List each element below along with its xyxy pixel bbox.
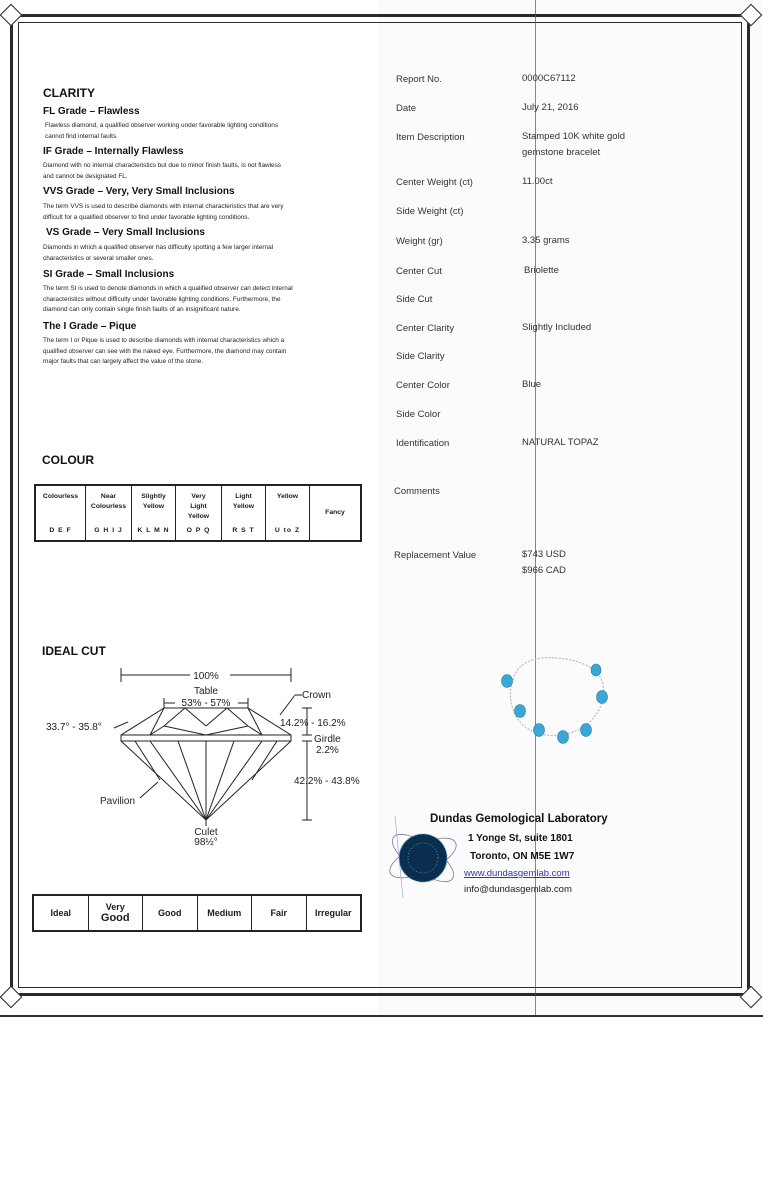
lab-address-line-2: Toronto, ON M5E 1W7 (470, 851, 575, 862)
report-label-center-cut: Center Cut (396, 266, 442, 277)
grade-heading-vs: VS Grade – Very Small Inclusions (46, 227, 205, 238)
grade-text-vvs: The term VVS is used to describe diamonds with internal characteristics that are very difficult for a qualified observer to find under favorable lighting conditions. (43, 203, 284, 221)
report-label-identification: Identification (396, 438, 450, 449)
cut-grade-irregular: Irregular (314, 907, 352, 918)
grade-text-fl: Flawless diamond, a qualified observer working under favorable lighting conditions cannot find internal faults. (45, 122, 279, 140)
report-label-weight: Weight (gr) (396, 236, 443, 247)
grade-heading-vvs: VVS Grade – Very, Very Small Inclusions (43, 186, 235, 197)
report-label-side-weight: Side Weight (ct) (396, 206, 464, 217)
cut-grade-ideal: Ideal (34, 896, 89, 930)
lab-address-line-1: 1 Yonge St, suite 1801 (468, 833, 573, 844)
cut-label-crown: Crown (302, 690, 331, 701)
cut-label-pavilion-pct: 42.2% - 43.8% (294, 776, 360, 787)
bracelet-photo (495, 650, 615, 745)
colour-cell-very-light-yellow: Very Light Yellow O P Q (176, 486, 222, 540)
colour-cell-yellow: Yellow U to Z (266, 486, 310, 540)
topaz-briolettes (502, 664, 608, 744)
grade-text-si: The term SI is used to denote diamonds in which a qualified observer can detect internal characteristics without difficulty under favorable lighting conditions. Furthermore, the diamond can only contain single finish faults of an insignificant nature. (43, 285, 293, 313)
cut-label-angle: 33.7° - 35.8° (46, 722, 102, 733)
cut-label-culet-pct: 98½° (194, 837, 218, 848)
cut-label-pavilion: Pavilion (100, 796, 136, 807)
lab-seal-logo (383, 812, 463, 902)
ideal-cut-diagram (40, 660, 370, 850)
report-label-report-no: Report No. (396, 74, 442, 85)
cut-label-culet: Culet (194, 827, 218, 838)
report-value-center-weight: 11.00ct (522, 176, 553, 187)
colour-title: COLOUR (42, 453, 94, 467)
grade-heading-fl: FL Grade – Flawless (43, 106, 140, 117)
report-value-identification: NATURAL TOPAZ (522, 437, 599, 448)
colour-cell-slightly-yellow: Slightly Yellow K L M N (132, 486, 176, 540)
report-label-side-cut: Side Cut (396, 294, 433, 305)
grade-heading-if: IF Grade – Internally Flawless (43, 146, 184, 157)
report-value-center-cut: Briolette (524, 265, 559, 276)
cut-grade-table (32, 894, 362, 932)
lab-email: info@dundasgemlab.com (464, 884, 572, 895)
report-value-center-clarity: Slightly Included (522, 322, 592, 333)
report-value-weight: 3.35 grams (522, 235, 570, 246)
colour-cell-colourless: Colourless D E F (36, 486, 86, 540)
colour-cell-fancy: Fancy (325, 509, 345, 516)
report-label-center-weight: Center Weight (ct) (396, 177, 473, 188)
report-value-item-description: Stamped 10K white gold gemstone bracelet (522, 131, 625, 158)
report-label-center-color: Center Color (396, 380, 450, 391)
report-label-side-color: Side Color (396, 409, 441, 420)
cut-label-table-range: 53% - 57% (181, 698, 231, 709)
cut-label-table: Table (194, 686, 218, 697)
colour-cell-near-colourless: Near Colourless G H I J (86, 486, 132, 540)
report-label-center-clarity: Center Clarity (396, 323, 455, 334)
cut-label-total: 100% (193, 671, 219, 682)
cut-grade-fair: Fair (252, 896, 307, 930)
colour-grade-table (34, 484, 362, 542)
report-value-center-color: Blue (522, 379, 542, 390)
clarity-title: CLARITY (43, 86, 95, 100)
grade-heading-i: The I Grade – Pique (43, 321, 137, 332)
cut-label-girdle-pct: 2.2% (316, 745, 339, 756)
cut-grade-medium: Medium (198, 896, 253, 930)
lab-name: Dundas Gemological Laboratory (430, 813, 608, 825)
report-label-item-description: Item Description (396, 132, 465, 143)
grade-text-i: The term I or Pique is used to describe diamonds with internal characteristics which a qualified observer can see with the naked eye. Furthermore, the diamond may contain major faults that can largely affect the value of the stone. (43, 337, 287, 365)
cut-label-girdle: Girdle (314, 734, 341, 745)
grade-text-if: Diamond with no internal characteristics but due to minor finish faults, is not flawless and cannot be designated FL. (43, 162, 281, 180)
report-value-date: July 21, 2016 (522, 102, 579, 113)
cut-grade-very-good: Very Good (89, 896, 144, 930)
grade-heading-si: SI Grade – Small Inclusions (43, 269, 175, 280)
report-label-side-clarity: Side Clarity (396, 351, 445, 362)
report-label-replacement-value: Replacement Value (394, 550, 477, 561)
colour-cell-light-yellow: Light Yellow R S T (222, 486, 266, 540)
report-label-comments: Comments (394, 486, 440, 497)
lab-website-link[interactable]: www.dundasgemlab.com (464, 868, 570, 879)
report-value-replacement-value: $743 USD $966 CAD (522, 549, 566, 576)
cut-grade-good: Good (143, 896, 198, 930)
cut-label-crown-pct: 14.2% - 16.2% (280, 718, 346, 729)
ideal-cut-title: IDEAL CUT (42, 644, 106, 658)
page-bottom-edge (0, 1015, 763, 1017)
report-label-date: Date (396, 103, 417, 114)
grade-text-vs: Diamonds in which a qualified observer has difficulty spotting a few larger internal characteristics or several smaller ones. (43, 244, 274, 262)
report-value-report-no: 0000C67112 (522, 73, 576, 84)
